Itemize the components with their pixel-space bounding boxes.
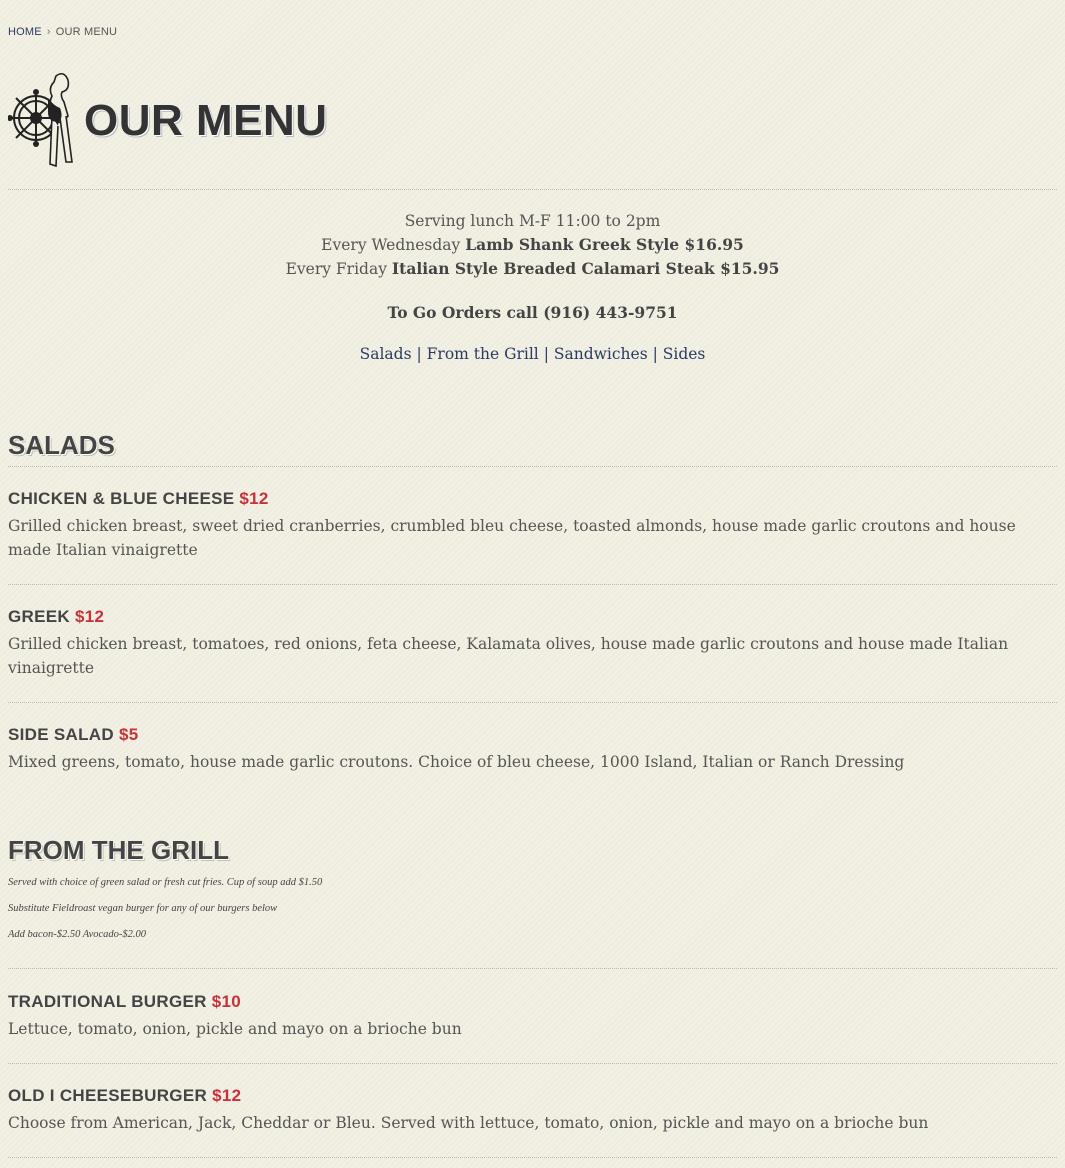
section-title-salads: SALADS (8, 430, 115, 460)
section-title-from-the-grill: FROM THE GRILL (8, 835, 229, 865)
to-go-phone: To Go Orders call (916) 443-9751 (387, 303, 678, 322)
item-title: OLD I CHEESEBURGER (8, 1086, 208, 1105)
grill-note: Served with choice of green salad or fresh cut fries. Cup of soup add $1.50 (8, 877, 323, 888)
menu-item-description: Grilled chicken breast, tomatoes, red onions, feta cheese, Kalamata olives, house made garlic croutons and house made Italian vinaigrette (8, 635, 1009, 677)
divider (8, 968, 1057, 969)
item-title: TRADITIONAL BURGER (8, 992, 207, 1011)
item-price: $10 (211, 992, 241, 1011)
grill-note: Substitute Fieldroast vegan burger for any of our burgers below (8, 903, 278, 914)
divider (8, 189, 1057, 190)
menu-item-name (8, 607, 104, 627)
item-price: $12 (239, 489, 269, 508)
grill-note: Add bacon-$2.50 Avocado-$2.00 (8, 929, 147, 940)
menu-item-name (8, 1086, 241, 1106)
nav-link-sandwiches[interactable]: Sandwiches (553, 345, 648, 363)
divider (8, 702, 1057, 703)
item-title: GREEK (8, 607, 70, 626)
item-title: CHICKEN & BLUE CHEESE (8, 489, 235, 508)
wednesday-label: Every Wednesday (321, 236, 461, 254)
breadcrumb-separator: › (46, 26, 51, 38)
menu-item-description: Mixed greens, tomato, house made garlic croutons. Choice of bleu cheese, 1000 Island, Italian or Ranch Dressing (8, 753, 905, 771)
divider (8, 584, 1057, 585)
lunch-hours: Serving lunch M-F 11:00 to 2pm (404, 212, 661, 230)
item-price: $12 (75, 607, 105, 626)
nav-separator: | (416, 345, 422, 363)
pinup-ship-wheel-logo (8, 68, 74, 170)
to-go-orders (8, 301, 1057, 325)
menu-item-name (8, 725, 139, 745)
item-price: $12 (212, 1086, 242, 1105)
menu-section-nav (8, 345, 1057, 363)
nav-separator: | (652, 345, 658, 363)
breadcrumb-home-link[interactable]: HOME (8, 26, 42, 38)
friday-dish: Italian Style Breaded Calamari Steak $15.95 (391, 259, 780, 278)
wednesday-special (8, 233, 1057, 257)
friday-special (8, 257, 1057, 281)
item-price: $5 (119, 725, 139, 744)
divider (8, 1063, 1057, 1064)
nav-separator: | (543, 345, 549, 363)
page-title: OUR MENU (84, 96, 328, 145)
nav-link-sides[interactable]: Sides (662, 345, 706, 363)
breadcrumb-current: OUR MENU (55, 26, 118, 38)
item-title: SIDE SALAD (8, 725, 114, 744)
divider (8, 1157, 1057, 1158)
menu-item-description: Grilled chicken breast, sweet dried cranberries, crumbled bleu cheese, toasted almonds, house made garlic croutons and house made Italian vinaigrette (8, 517, 1016, 559)
divider (8, 466, 1057, 467)
breadcrumb (8, 26, 117, 38)
menu-item-description: Lettuce, tomato, onion, pickle and mayo on a brioche bun (8, 1020, 462, 1038)
wednesday-dish: Lamb Shank Greek Style $16.95 (465, 235, 744, 254)
menu-item-description: Choose from American, Jack, Cheddar or Bleu. Served with lettuce, tomato, onion, pickle and mayo on a brioche bun (8, 1114, 929, 1132)
nav-link-salads[interactable]: Salads (359, 345, 412, 363)
nav-link-from-the-grill[interactable]: From the Grill (426, 345, 539, 363)
menu-item-name (8, 992, 241, 1012)
menu-item-name (8, 489, 269, 509)
friday-label: Every Friday (285, 260, 387, 278)
